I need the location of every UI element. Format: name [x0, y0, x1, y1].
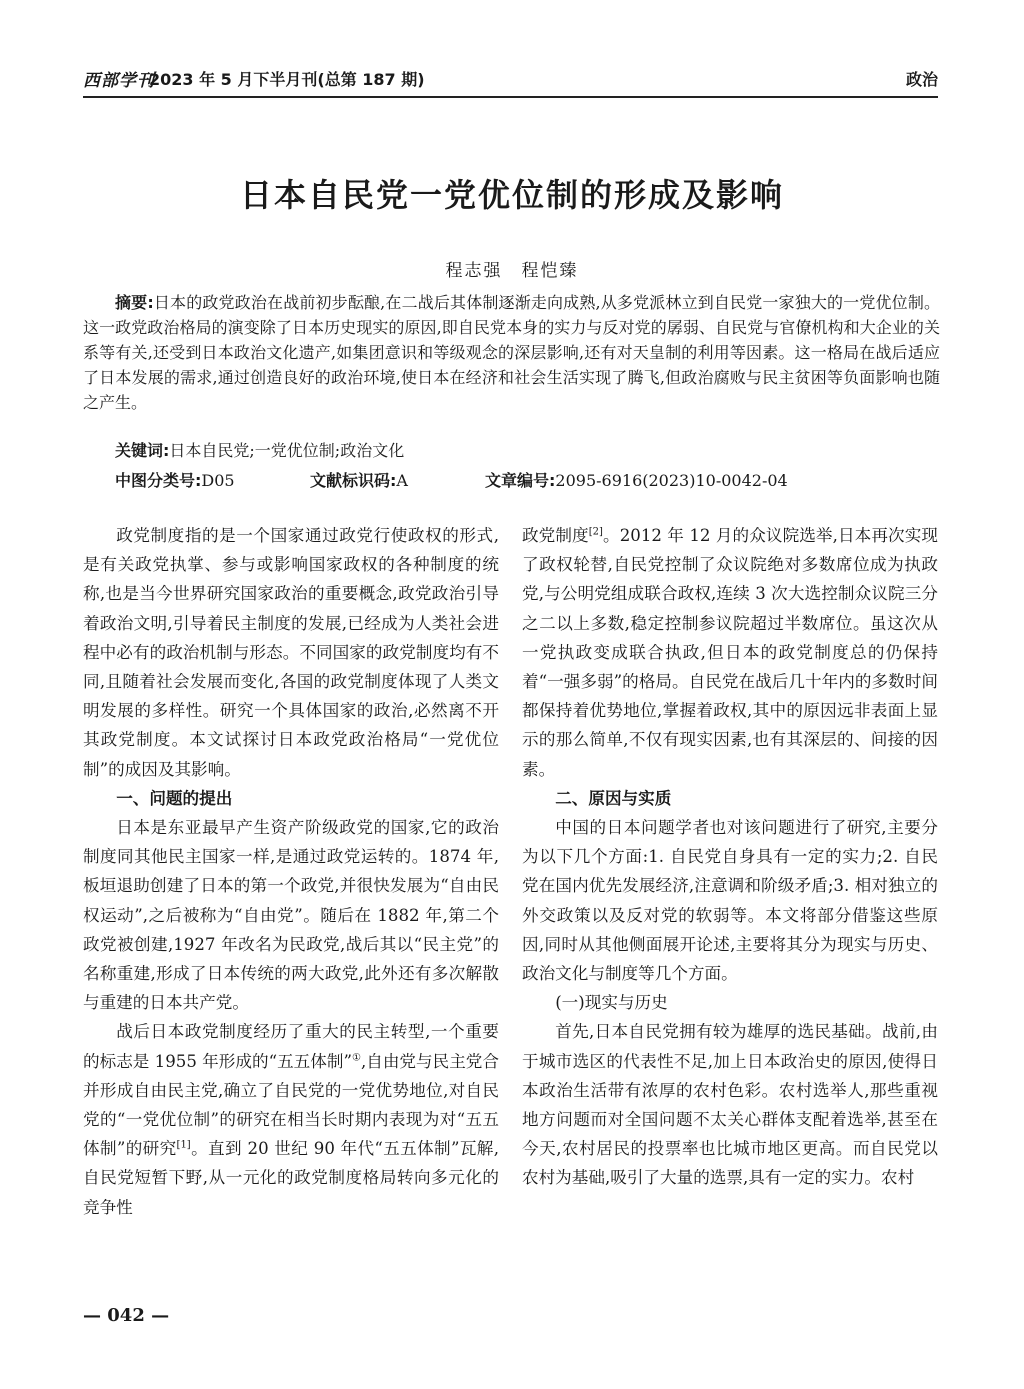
section-heading-2: 二、原因与实质: [555, 788, 672, 808]
citation-marker[interactable]: [2]: [588, 526, 603, 538]
abstract: [83, 290, 940, 415]
keywords-text: 日本自民党;一党优位制;政治文化: [169, 441, 405, 460]
abstract-label: 摘要:: [115, 293, 154, 312]
clc-value: D05: [201, 471, 235, 490]
issue-info: 2023 年 5 月下半月刊(总第 187 期): [149, 70, 425, 89]
clc-label: 中图分类号:: [115, 471, 202, 490]
paragraph: 政党制度指的是一个国家通过政党行使政权的形式,是有关政党执掌、参与或影响国家政权的各种制度的统称,也是当今世界研究国家政治的重要概念,政党政治引导着政治文明,引导着民主制度的发展,已经成为人类社会进程中必有的政治机制与形态。不同国家的政党制度均有不同,且随着社会发展而变化,各国的政党制度体现了人类文明发展的多样性。研究一个具体国家的政治,必然离不开其政党制度。本文试探讨日本政党政治格局“一党优位制”的成因及其影响。: [83, 526, 499, 779]
abstract-text: 日本的政党政治在战前初步酝酿,在二战后其体制逐渐走向成熟,从多党派林立到自民党一家独大的一党优位制。这一政党政治格局的演变除了日本历史现实的原因,即自民党本身的实力与反对党的孱弱、自民党与官僚机构和大企业的关系等有关,还受到日本政治文化遗产,如集团意识和等级观念的深层影响,还有对天皇制的利用等因素。这一格局在战后适应了日本发展的需求,通过创造良好的政治环境,使日本在经济和社会生活实现了腾飞,但政治腐败与民主贫困等负面影响也随之产生。: [83, 293, 940, 412]
classification-line: [115, 468, 915, 491]
subsection-heading: (一)现实与历史: [555, 993, 668, 1013]
body-column-right: [522, 521, 938, 1193]
keywords-label: 关键词:: [115, 441, 170, 460]
keywords: [115, 438, 404, 461]
page-number: — 042 —: [83, 1305, 170, 1326]
paragraph: 首先,日本自民党拥有较为雄厚的选民基础。战前,由于城市选区的代表性不足,加上日本政治史的原因,使得日本政治生活带有浓厚的农村色彩。农村选举人,那些重视地方问题而对全国问题不太关心群体支配着选举,甚至在今天,农村居民的投票率也比城市地区更高。而自民党以农村为基础,吸引了大量的选票,具有一定的实力。农村: [522, 1022, 938, 1188]
running-header: [83, 66, 938, 96]
paragraph: 中国的日本问题学者也对该问题进行了研究,主要分为以下几个方面:1. 自民党自身具有一定的实力;2. 自民党在国内优先发展经济,注意调和阶级矛盾;3. 相对独立的外交政策以及反对党的软弱等。本文将部分借鉴这些原因,同时从其他侧面展开论述,主要将其分为现实与历史、政治文化与制度等几个方面。: [522, 818, 938, 984]
article-number-value: 2095-6916(2023)10-0042-04: [555, 471, 788, 490]
paragraph: 日本是东亚最早产生资产阶级政党的国家,它的政治制度同其他民主国家一样,是通过政党运转的。1874 年,板垣退助创建了日本的第一个政党,并很快发展为“自由民权运动”,之后被称为“自由党”。随后在 1882 年,第二个政党被创建,1927 年改名为民政党,战后其以“民主党”的名称重建,形成了日本传统的两大政党,此外还有多次解散与重建的日本共产党。: [83, 818, 499, 1013]
journal-logo: 西部学刊: [83, 71, 155, 91]
header-rule: [83, 96, 938, 98]
doc-code-label: 文献标识码:: [310, 471, 397, 490]
section-heading-1: 一、问题的提出: [116, 788, 233, 808]
doc-code-value: A: [396, 471, 408, 490]
paragraph: 政党制度[2]。2012 年 12 月的众议院选举,日本再次实现了政权轮替,自民党控制了众议院绝对多数席位成为执政党,与公明党组成联合政权,连续 3 次大选控制众议院三分之二以上多数,稳定控制参议院超过半数席位。虽这次从一党执政变成联合执政,但日本的政党制度总的仍保持着“一强多弱”的格局。自民党在战后几十年内的多数时间都保持着优势地位,掌握着政权,其中的原因远非表面上显示的那么简单,不仅有现实因素,也有其深层的、间接的因素。: [522, 526, 939, 779]
article-title: 日本自民党一党优位制的形成及影响: [239, 176, 784, 214]
section-label: 政治: [905, 70, 938, 89]
article-number-label: 文章编号:: [485, 471, 556, 490]
body-column-left: [83, 521, 499, 1222]
paragraph: 战后日本政党制度经历了重大的民主转型,一个重要的标志是 1955 年形成的“五五体制”①,自由党与民主党合并形成自由民主党,确立了自民党的一党优势地位,对自民党的“一党优位制”的研究在相当长时期内表现为对“五五体制”的研究[1]。直到 20 世纪 90 年代“五五体制”瓦解,自民党短暂下野,从一元化的政党制度格局转向多元化的竞争性: [83, 1022, 500, 1217]
article-authors: 程志强 程恺臻: [445, 261, 579, 281]
footnote-marker[interactable]: ①: [351, 1052, 361, 1064]
citation-marker[interactable]: [1]: [176, 1139, 191, 1151]
